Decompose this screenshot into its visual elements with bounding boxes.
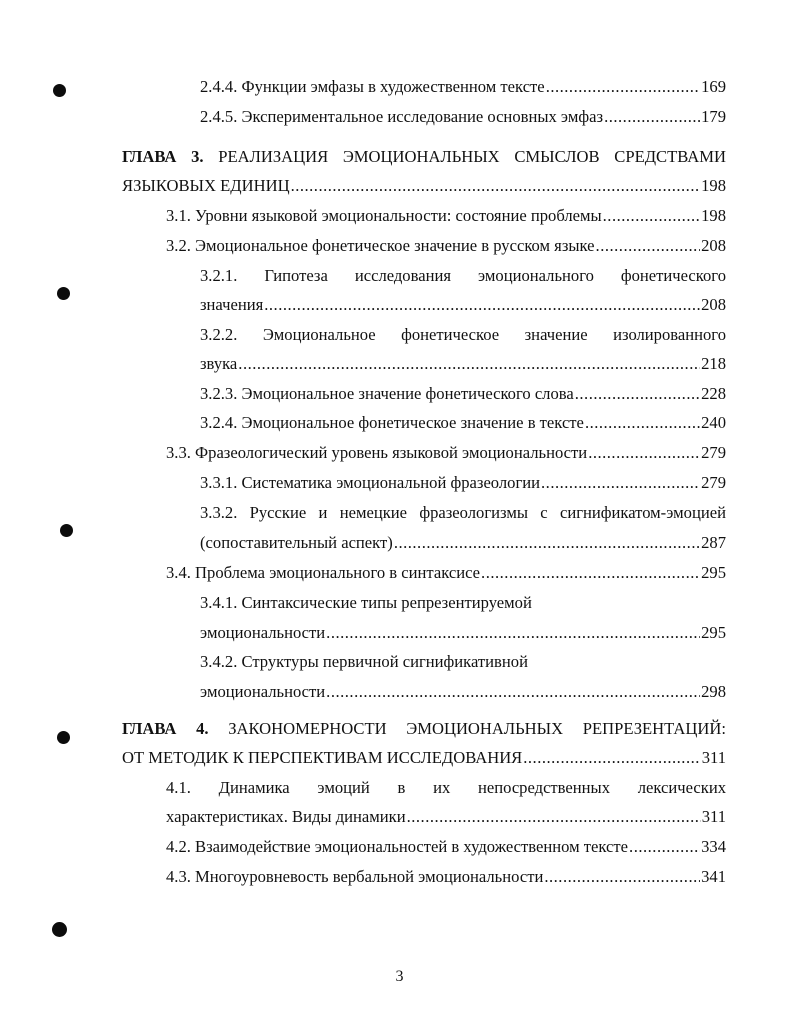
- page-number: 3: [395, 968, 404, 985]
- toc-page-number: 179: [701, 107, 726, 126]
- toc-entry-title: звука: [200, 354, 238, 373]
- toc-page-number: 279: [701, 473, 726, 492]
- toc-entry-line1: 3.2.1. Гипотеза исследования эмоционального фонетического: [200, 266, 726, 285]
- toc-entry: [200, 533, 726, 553]
- toc-page-number: 311: [701, 807, 726, 826]
- toc-entry: [166, 236, 726, 256]
- toc-leader: [604, 107, 700, 127]
- toc-leader: [588, 443, 700, 463]
- toc-entry: [122, 748, 726, 768]
- toc-leader: [407, 807, 701, 827]
- toc-entry-title: 4.2. Взаимодействие эмоциональностей в художественном тексте: [166, 837, 629, 856]
- toc-leader: [238, 354, 700, 374]
- toc-entry: [166, 837, 726, 857]
- toc-entry-title: характеристиках. Виды динамики: [166, 807, 406, 826]
- toc-page-number: 198: [701, 206, 726, 225]
- toc-entry: [200, 354, 726, 374]
- toc-entry: [166, 867, 726, 887]
- toc-entry-title: эмоциональности: [200, 682, 326, 701]
- toc-entry-title: (сопоставительный аспект): [200, 533, 393, 552]
- toc-entry-title: 3.1. Уровни языковой эмоциональности: состояние проблемы: [166, 206, 602, 225]
- toc-page-number: 218: [701, 354, 726, 373]
- toc-page-number: 198: [701, 176, 726, 195]
- toc-entry-title: 2.4.5. Экспериментальное исследование основных эмфаз: [200, 107, 604, 126]
- toc-entry-title: 2.4.4. Функции эмфазы в художественном тексте: [200, 77, 545, 96]
- toc-leader: [585, 413, 700, 433]
- toc-page-number: 295: [701, 563, 726, 582]
- chapter-heading: [122, 719, 726, 739]
- toc-entry-line1: 3.2.2. Эмоциональное фонетическое значение изолированного: [200, 325, 726, 344]
- chapter-heading: [122, 147, 726, 167]
- toc-entry: [200, 107, 726, 127]
- toc-page-number: 311: [701, 748, 726, 767]
- toc-page-number: 228: [701, 384, 726, 403]
- toc-leader: [523, 748, 700, 768]
- toc-page-number: 169: [701, 77, 726, 96]
- toc-page-number: 298: [701, 682, 726, 701]
- toc-entry-title: 3.3.1. Систематика эмоциональной фразеологии: [200, 473, 541, 492]
- toc-entry: [200, 295, 726, 315]
- toc-entry-title: 4.3. Многоуровневость вербальной эмоциональности: [166, 867, 544, 886]
- toc-entry-title: эмоциональности: [200, 623, 326, 642]
- toc-leader: [264, 295, 700, 315]
- chapter-title-line1: ЗАКОНОМЕРНОСТИ ЭМОЦИОНАЛЬНЫХ РЕПРЕЗЕНТАЦИЙ:: [228, 719, 726, 738]
- binder-hole: [57, 287, 70, 300]
- toc-leader: [291, 176, 701, 196]
- toc-page-number: 208: [701, 295, 726, 314]
- binder-hole: [57, 731, 70, 744]
- binder-hole: [52, 922, 67, 937]
- chapter-label: ГЛАВА 3.: [122, 147, 204, 166]
- toc-leader: [326, 682, 700, 702]
- chapter-title-line2: ЯЗЫКОВЫХ ЕДИНИЦ: [122, 176, 290, 195]
- toc-entry-line1: 3.4.1. Синтаксические типы репрезентируемой: [200, 593, 532, 612]
- toc-entry: [200, 384, 726, 404]
- toc-leader: [546, 77, 700, 97]
- toc-entry-title: значения: [200, 295, 264, 314]
- chapter-title-line1: РЕАЛИЗАЦИЯ ЭМОЦИОНАЛЬНЫХ СМЫСЛОВ СРЕДСТВАМИ: [218, 147, 726, 166]
- toc-entry-line1: 4.1. Динамика эмоций в их непосредственных лексических: [166, 778, 726, 797]
- toc-entry: [200, 623, 726, 643]
- toc-entry: [166, 206, 726, 226]
- toc-entry: [166, 443, 726, 463]
- toc-entry: [200, 682, 726, 702]
- toc-page-number: 287: [701, 533, 726, 552]
- binder-hole: [60, 524, 73, 537]
- toc-leader: [541, 473, 700, 493]
- toc-page-number: 208: [701, 236, 726, 255]
- toc-entry: [166, 807, 726, 827]
- chapter-title-line2: ОТ МЕТОДИК К ПЕРСПЕКТИВАМ ИССЛЕДОВАНИЯ: [122, 748, 523, 767]
- toc-entry-line1: 3.4.2. Структуры первичной сигнификативной: [200, 652, 528, 671]
- toc-leader: [596, 236, 701, 256]
- toc-entry: [200, 413, 726, 433]
- toc-entry: [166, 563, 726, 583]
- toc-entry: [200, 77, 726, 97]
- toc-page-number: 341: [701, 867, 726, 886]
- toc-entry: [122, 176, 726, 196]
- toc-page-number: 240: [701, 413, 726, 432]
- binder-hole: [53, 84, 66, 97]
- toc-entry-title: 3.2. Эмоциональное фонетическое значение в русском языке: [166, 236, 595, 255]
- toc-entry-title: 3.2.3. Эмоциональное значение фонетического слова: [200, 384, 574, 403]
- toc-entry-title: 3.3. Фразеологический уровень языковой эмоциональности: [166, 443, 588, 462]
- toc-entry-title: 3.2.4. Эмоциональное фонетическое значение в тексте: [200, 413, 584, 432]
- toc-leader: [575, 384, 700, 404]
- toc-entry-line1: 3.3.2. Русские и немецкие фразеологизмы с сигнификатом-эмоцией: [200, 503, 726, 522]
- toc-leader: [326, 623, 700, 643]
- toc-leader: [544, 867, 700, 887]
- toc-leader: [629, 837, 700, 857]
- toc-entry: [200, 473, 726, 493]
- toc-page-number: 295: [701, 623, 726, 642]
- toc-leader: [394, 533, 700, 553]
- toc-page-number: 334: [701, 837, 726, 856]
- toc-entry-title: 3.4. Проблема эмоционального в синтаксисе: [166, 563, 481, 582]
- toc-page-number: 279: [701, 443, 726, 462]
- chapter-label: ГЛАВА 4.: [122, 719, 209, 738]
- toc-leader: [603, 206, 700, 226]
- toc-leader: [481, 563, 700, 583]
